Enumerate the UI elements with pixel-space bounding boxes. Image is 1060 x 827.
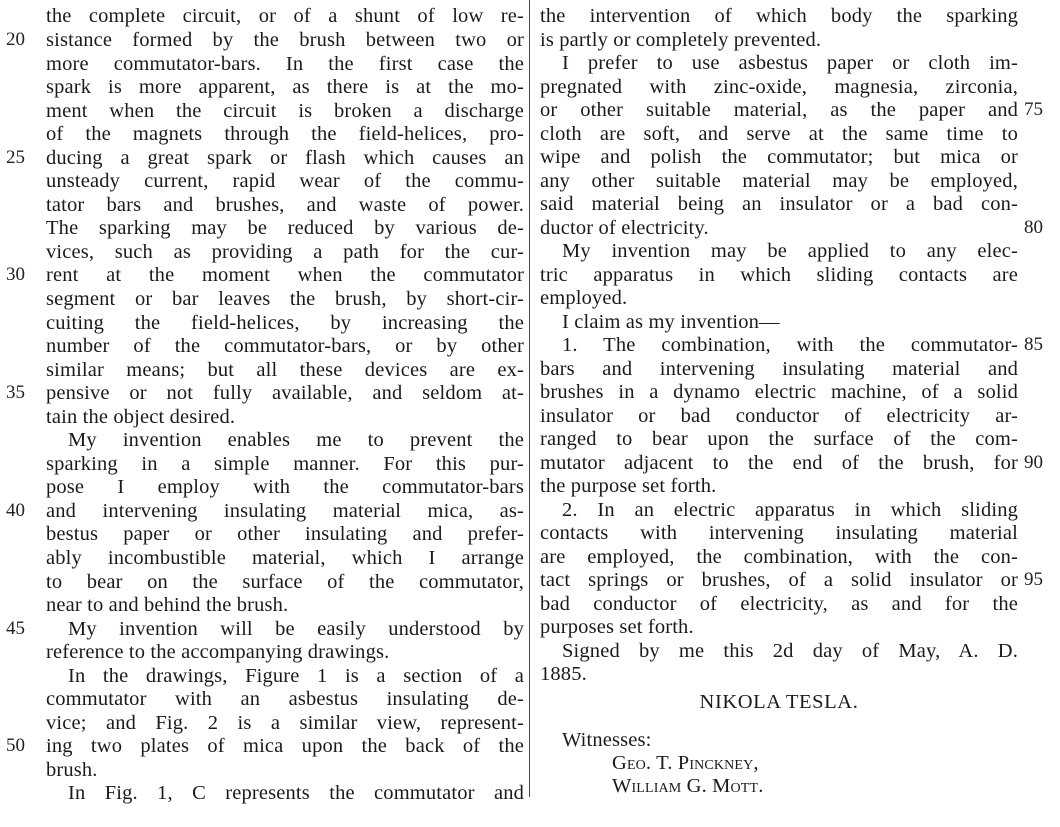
text-line: and intervening insulating material mica, as- [46, 500, 524, 522]
text-line: more commutator-bars. In the first case the [46, 53, 524, 75]
text-line: segment or bar leaves the brush, by short-cir- [46, 288, 524, 310]
text-line: rent at the moment when the commutator [46, 264, 524, 286]
text-line: wipe and polish the commutator; but mica or [540, 146, 1018, 168]
line-number: 40 [6, 500, 25, 521]
line-number: 45 [6, 618, 25, 639]
text-line: vice; and Fig. 2 is a similar view, represent- [46, 712, 524, 734]
line-number: 50 [6, 735, 25, 756]
text-line: 1885. [540, 663, 587, 685]
text-line: The sparking may be reduced by various de- [46, 217, 524, 239]
line-number: 90 [1024, 452, 1043, 473]
line-number: 25 [6, 147, 25, 168]
text-line: My invention enables me to prevent the [68, 429, 524, 451]
text-line: bad conductor of electricity, as and for the [540, 593, 1018, 615]
text-line: pose I employ with the commutator-bars [46, 476, 524, 498]
column-divider [529, 0, 530, 797]
text-line: bestus paper or other insulating and prefer- [46, 523, 524, 545]
text-line: ably incombustible material, which I arrange [46, 547, 524, 569]
witness-name-1: Geo. T. Pinckney, [612, 752, 759, 774]
text-line: ranged to bear upon the surface of the com- [540, 428, 1018, 450]
text-line: contacts with intervening insulating material [540, 522, 1018, 544]
line-number: 95 [1024, 569, 1043, 590]
text-line: ment when the circuit is broken a discharge [46, 100, 524, 122]
text-line: I claim as my invention— [562, 311, 780, 333]
text-line: spark is more apparent, as there is at the mo- [46, 76, 524, 98]
text-line: cuiting the field-helices, by increasing the [46, 312, 524, 334]
text-line: brush. [46, 759, 98, 781]
text-line: tator bars and brushes, and waste of power. [46, 194, 524, 216]
text-line: In the drawings, Figure 1 is a section of a [68, 665, 524, 687]
text-line: employed. [540, 287, 628, 309]
text-line: number of the commutator-bars, or by other [46, 335, 524, 357]
text-line: near to and behind the brush. [46, 594, 289, 616]
text-line: is partly or completely prevented. [540, 29, 822, 51]
text-line: tain the object desired. [46, 406, 236, 428]
text-line: said material being an insulator or a bad con- [540, 193, 1018, 215]
line-number: 30 [6, 264, 25, 285]
text-line: to bear on the surface of the commutator, [46, 571, 524, 593]
line-number: 35 [6, 382, 25, 403]
text-line: insulator or bad conductor of electricity ar- [540, 405, 1018, 427]
text-line: sistance formed by the brush between two or [46, 29, 524, 51]
text-line: I prefer to use asbestus paper or cloth im- [562, 52, 1018, 74]
text-line: 1. The combination, with the commutator- [562, 334, 1018, 356]
text-line: 2. In an electric apparatus in which sliding [562, 499, 1018, 521]
text-line: ducing a great spark or flash which causes an [46, 147, 524, 169]
text-line: or other suitable material, as the paper and [540, 99, 1018, 121]
text-line: the intervention of which body the sparking [540, 5, 1018, 27]
text-line: unsteady current, rapid wear of the commu- [46, 170, 524, 192]
text-line: reference to the accompanying drawings. [46, 641, 390, 663]
text-line: In Fig. 1, C represents the commutator and [68, 782, 524, 804]
text-line: any other suitable material may be employed, [540, 170, 1018, 192]
text-line: cloth are soft, and serve at the same time to [540, 123, 1018, 145]
text-line: of the magnets through the field-helices, pro- [46, 123, 524, 145]
text-line: the purpose set forth. [540, 475, 717, 497]
witnesses-label: Witnesses: [562, 729, 652, 751]
text-line: purposes set forth. [540, 616, 694, 638]
text-line: tric apparatus in which sliding contacts are [540, 264, 1018, 286]
witness-name-2: William G. Mott. [612, 775, 764, 797]
text-line: tact springs or brushes, of a solid insulator or [540, 569, 1018, 591]
text-line: are employed, the combination, with the con- [540, 546, 1018, 568]
text-line: brushes in a dynamo electric machine, of a solid [540, 381, 1018, 403]
line-number: 85 [1024, 334, 1043, 355]
text-line: sparking in a simple manner. For this pur- [46, 453, 524, 475]
text-line: Signed by me this 2d day of May, A. D. [562, 640, 1018, 662]
text-line: the complete circuit, or of a shunt of low re- [46, 5, 524, 27]
text-line: ductor of electricity. [540, 217, 709, 239]
text-line: similar means; but all these devices are ex- [46, 359, 524, 381]
line-number: 20 [6, 29, 25, 50]
line-number: 80 [1024, 217, 1043, 238]
text-line: My invention may be applied to any elec- [562, 240, 1018, 262]
text-line: commutator with an asbestus insulating de- [46, 688, 524, 710]
text-line: vices, such as providing a path for the cur- [46, 241, 524, 263]
signature-name: NIKOLA TESLA. [699, 691, 859, 713]
text-line: pensive or not fully available, and seldom at- [46, 382, 524, 404]
text-line: ing two plates of mica upon the back of the [46, 735, 524, 757]
text-line: My invention will be easily understood by [68, 618, 524, 640]
line-number: 75 [1024, 99, 1043, 120]
text-line: bars and intervening insulating material and [540, 358, 1018, 380]
text-line: mutator adjacent to the end of the brush, for [540, 452, 1018, 474]
text-line: pregnated with zinc-oxide, magnesia, zirconia, [540, 76, 1018, 98]
